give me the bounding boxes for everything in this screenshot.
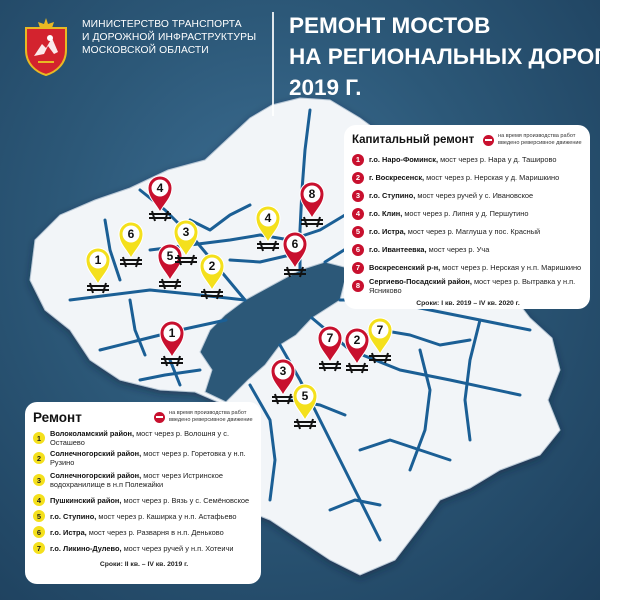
marker-label: 6 (291, 237, 299, 251)
marker-label: 4 (264, 211, 272, 225)
legend-number-badge: 6 (33, 526, 45, 538)
legend-item-place: Волоколамский район, (50, 429, 135, 438)
ministry-line: И ДОРОЖНОЙ ИНФРАСТРУКТУРЫ (82, 32, 257, 43)
legend-number-badge: 5 (352, 226, 364, 238)
bridge-marker-red (318, 326, 342, 371)
legend-item (352, 169, 584, 186)
marker-label: 5 (301, 389, 309, 403)
legend-item (33, 449, 255, 467)
legend-number-badge: 8 (352, 280, 364, 292)
legend-item-place: г. Воскресенск, (369, 173, 425, 182)
bridge-marker-yellow (368, 318, 392, 363)
legend-item-place: г.о. Истра, (369, 227, 406, 236)
bridge-marker-red (158, 244, 182, 289)
legend-number-badge: 6 (352, 244, 364, 256)
legend-item-text (50, 471, 255, 489)
ministry-line: МИНИСТЕРСТВО ТРАНСПОРТА (82, 19, 242, 30)
legend-item-place: г.о. Ступино, (50, 511, 97, 521)
ministry-name (82, 18, 257, 57)
legend-item-text (50, 449, 255, 467)
legend-number-badge: 7 (352, 262, 364, 274)
title-line: РЕМОНТ МОСТОВ (289, 13, 491, 38)
legend-item-text (369, 173, 559, 182)
legend-item (33, 541, 255, 555)
capital-repair-legend (344, 125, 590, 309)
header-divider (272, 12, 274, 116)
marker-label: 7 (376, 323, 384, 337)
marker-label: 5 (166, 249, 174, 263)
bridge-marker-red (271, 359, 295, 404)
marker-label: 2 (208, 259, 216, 273)
legend-item-desc: мост через р. Нерская у н.п. Маришкино (440, 263, 582, 272)
legend-item-desc: мост через р. Разварня в н.п. Деньково (86, 527, 224, 537)
legend-item (352, 223, 584, 240)
legend-title: Ремонт (33, 409, 82, 425)
legend-item (352, 241, 584, 258)
bridge-marker-red (345, 328, 369, 373)
legend-header (352, 130, 584, 150)
marker-label: 8 (308, 187, 316, 201)
legend-item (33, 509, 255, 523)
bridge-marker-yellow (293, 384, 317, 429)
reverse-traffic-note: на время производства работ введено реверсивное движение (169, 410, 253, 423)
legend-number-badge: 3 (352, 190, 364, 202)
legend-item-desc: мост через р. Вязь у с. Семёновское (121, 495, 250, 505)
marker-label: 6 (127, 227, 135, 241)
bridge-marker-yellow (174, 220, 198, 265)
bridge-marker-red (300, 182, 324, 227)
marker-label: 3 (182, 225, 190, 239)
legend-item-text (50, 528, 224, 537)
legend-item-place: Воскресенский р-н, (369, 263, 441, 272)
legend-item-place: г.о. Ликино-Дулево, (50, 543, 122, 553)
legend-item-place: г.о. Истра, (50, 527, 87, 537)
legend-item (352, 259, 584, 276)
legend-item-text (369, 277, 584, 295)
legend-number-badge: 1 (33, 432, 45, 444)
bridge-marker-red (283, 232, 307, 277)
legend-item-desc: мост через ручей у с. Ивановское (415, 191, 534, 200)
legend-item-desc: мост через р. Волошня у с. Осташево (50, 429, 230, 447)
bridge-marker-yellow (119, 222, 143, 267)
legend-number-badge: 4 (33, 494, 45, 506)
legend-footer: Сроки: II кв. – IV кв. 2019 г. (99, 561, 189, 568)
legend-item-desc: мост через р. Горетовка у н.п. Рузино (50, 449, 246, 467)
legend-number-badge: 4 (352, 208, 364, 220)
legend-item-text (50, 429, 255, 447)
bridge-marker-yellow (200, 254, 224, 299)
marker-label: 7 (326, 331, 334, 345)
legend-item-desc: мост через р. Липня у д. Першутино (402, 209, 529, 218)
legend-item-text (369, 155, 557, 164)
legend-item-text (369, 191, 533, 200)
marker-label: 1 (94, 253, 102, 267)
legend-title: Капитальный ремонт (352, 134, 475, 146)
legend-item-desc: мост через ручей у н.п. Хотеичи (121, 543, 234, 553)
ministry-line: МОСКОВСКОЙ ОБЛАСТИ (82, 45, 209, 56)
legend-item-place: Сергиево-Посадский район, (369, 276, 472, 286)
title-line: 2019 Г. (289, 75, 362, 100)
legend-item-desc: мост через р. Уча (426, 245, 490, 254)
legend-item-text (369, 227, 540, 236)
legend-item-text (369, 245, 489, 254)
legend-item (33, 525, 255, 539)
legend-item-text (369, 263, 581, 272)
legend-item-place: Солнечногорский район, (50, 471, 142, 480)
legend-footer: Сроки: I кв. 2019 – IV кв. 2020 г. (416, 300, 520, 307)
legend-item-desc: мост через р. Вытравка у н.п. Ясниково (369, 276, 576, 295)
legend-item-place: Солнечногорский район, (50, 449, 142, 458)
marker-label: 4 (156, 181, 164, 195)
page-title (289, 10, 637, 103)
legend-item (352, 187, 584, 204)
legend-item-place: г.о. Ивантеевка, (369, 245, 427, 254)
legend-number-badge: 2 (352, 172, 364, 184)
legend-item-desc: мост через р. Нерская у д. Маришкино (424, 173, 560, 182)
coat-of-arms-logo (20, 16, 72, 81)
legend-item-desc: мост через р. Маглуша у пос. Красный (405, 227, 541, 236)
legend-list (33, 429, 255, 555)
legend-item-text (369, 209, 529, 218)
bridge-marker-yellow (86, 248, 110, 293)
legend-item (33, 429, 255, 447)
legend-item (33, 469, 255, 491)
no-entry-icon (154, 412, 165, 423)
legend-number-badge: 2 (33, 452, 45, 464)
repair-legend (25, 402, 261, 584)
legend-item-desc: мост через р. Каширка у н.п. Астафьево (96, 511, 237, 521)
bridge-marker-yellow (256, 206, 280, 251)
legend-item-place: г.о. Ступино, (369, 191, 416, 200)
legend-item-text (50, 544, 234, 553)
legend-item (352, 205, 584, 222)
legend-header (33, 407, 255, 427)
no-entry-icon (483, 135, 494, 146)
marker-label: 2 (353, 333, 361, 347)
legend-item-text (50, 512, 237, 521)
marker-label: 1 (168, 326, 176, 340)
legend-item-text (50, 496, 249, 505)
reverse-traffic-note: на время производства работ введено реверсивное движение (498, 133, 582, 146)
legend-item (33, 493, 255, 507)
legend-number-badge: 3 (33, 474, 45, 486)
legend-number-badge: 7 (33, 542, 45, 554)
legend-number-badge: 5 (33, 510, 45, 522)
legend-item-desc: мост через Истринское водохранилище в н.п Полежайки (50, 471, 223, 489)
legend-item (352, 277, 584, 294)
bridge-marker-red (160, 321, 184, 366)
legend-list (352, 151, 584, 294)
legend-number-badge: 1 (352, 154, 364, 166)
legend-item (352, 151, 584, 168)
marker-label: 3 (279, 364, 287, 378)
legend-item-place: г.о. Клин, (369, 209, 403, 218)
legend-item-place: Пушкинский район, (50, 495, 122, 505)
legend-item-desc: мост через р. Нара у д. Таширово (438, 155, 557, 164)
title-line: НА РЕГИОНАЛЬНЫХ ДОРОГАХ (289, 44, 637, 69)
legend-item-place: г.о. Наро-Фоминск, (369, 155, 439, 164)
bridge-marker-red (148, 176, 172, 221)
